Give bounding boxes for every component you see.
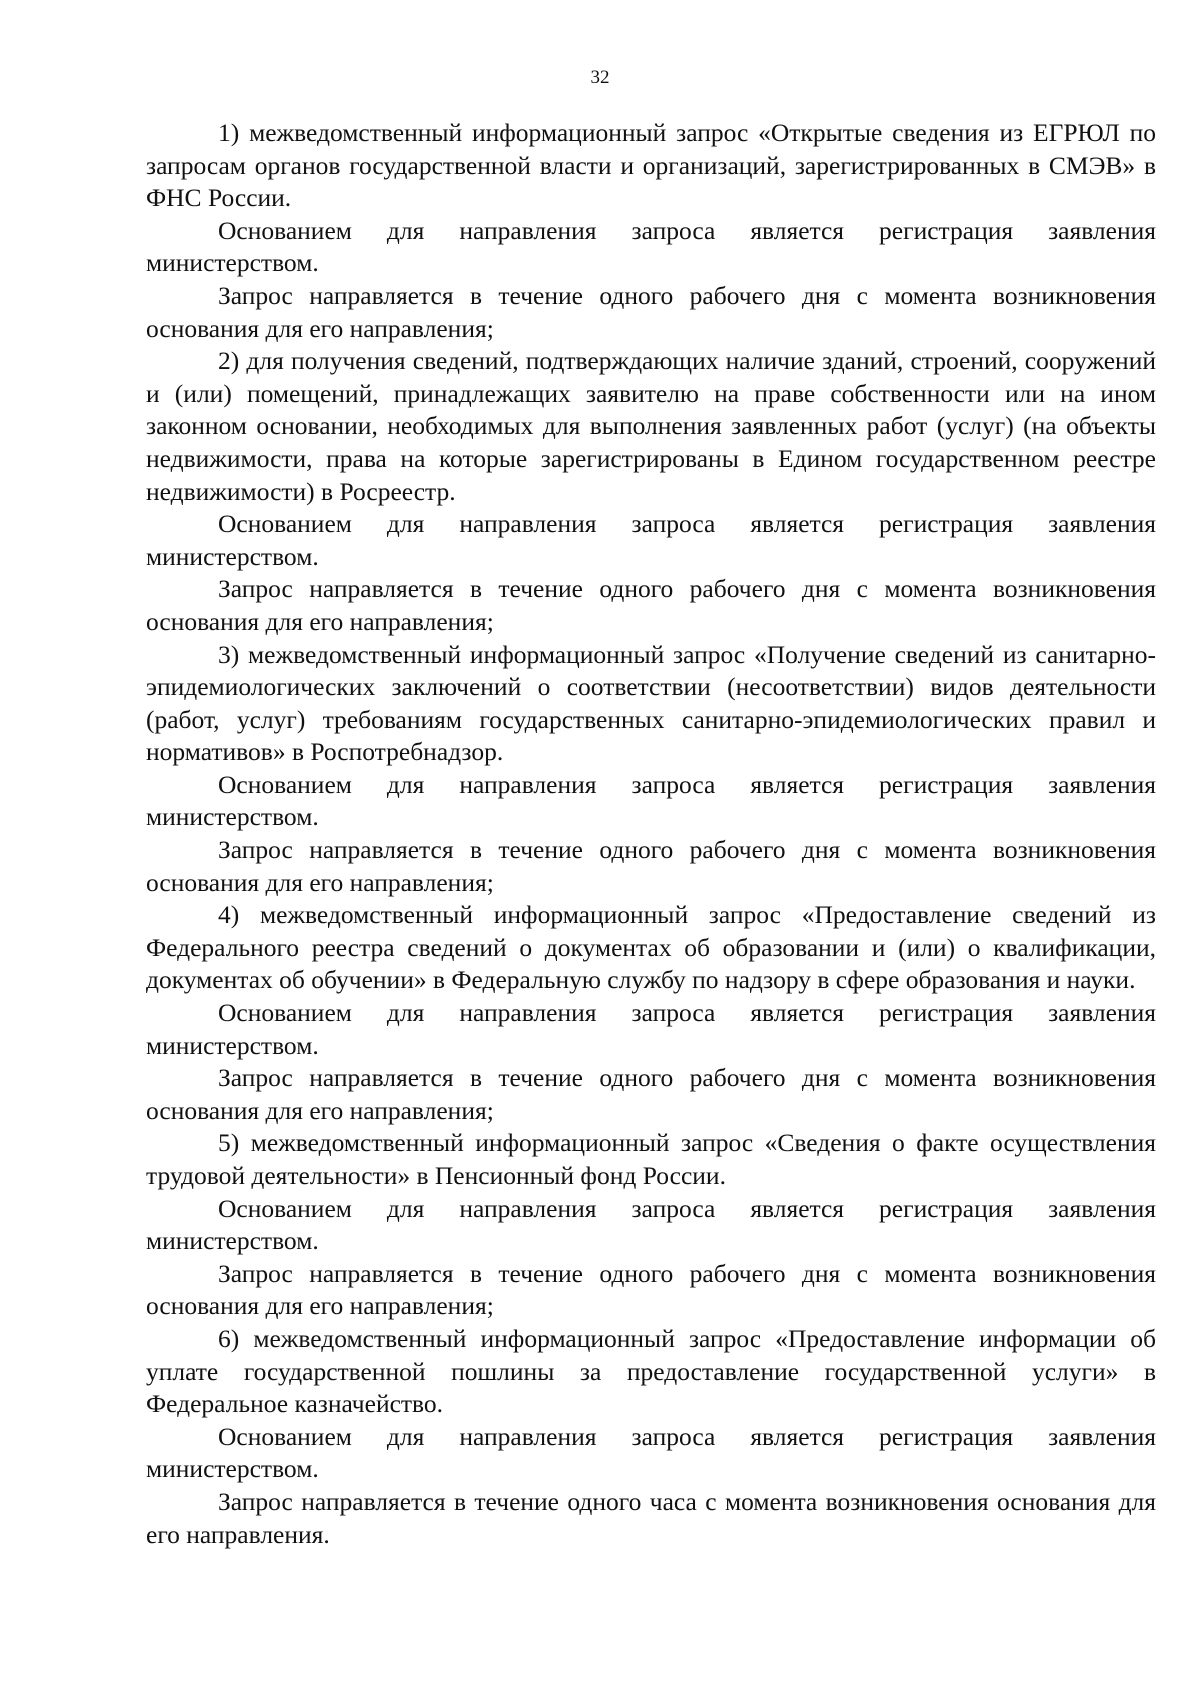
paragraph-basis: Основанием для направления запроса является регистрация заявления министерством. [146, 215, 1156, 278]
paragraph-deadline: Запрос направляется в течение одного часа с момента возникновения основания для его направления. [146, 1486, 1156, 1549]
paragraph-deadline: Запрос направляется в течение одного рабочего дня с момента возникновения основания для его направления; [146, 1258, 1156, 1321]
document-body [146, 117, 1156, 1551]
paragraph-basis: Основанием для направления запроса является регистрация заявления министерством. [146, 1421, 1156, 1484]
paragraph-item-3-request-rospotrebnadzor: 3) межведомственный информационный запрос «Получение сведений из санитарно-эпидемиологических заключений о соответствии (несоответствии) видов деятельности (работ, услуг) требованиям государственных санитарно-эпидемиологических правил и нормативов» в Роспотребнадзор. [146, 639, 1156, 767]
page-number: 32 [590, 67, 610, 88]
paragraph-basis: Основанием для направления запроса является регистрация заявления министерством. [146, 509, 1156, 571]
paragraph-item-4-request-education-registry: 4) межведомственный информационный запрос «Предоставление сведений из Федерального реестра сведений о документах об образовании и (или) о квалификации, документах об обучении» в Федеральную службу по надзору в сфере образования и науки. [146, 900, 1156, 995]
paragraph-item-2-request-rosreestr: 2) для получения сведений, подтверждающих наличие зданий, строений, сооружений и (или) помещений, принадлежащих заявителю на праве собственности или на ином законном основании, необходимых для выполнения заявленных работ (услуг) (на объекты недвижимости, права на которые зарегистрированы в Едином государственном реестре недвижимости) в Росреестр. [146, 346, 1156, 506]
paragraph-item-6-request-treasury: 6) межведомственный информационный запрос «Предоставление информации об уплате государственной пошлины за предоставление государственной услуги» в Федеральное казначейство. [146, 1323, 1156, 1419]
paragraph-deadline: Запрос направляется в течение одного рабочего дня с момента возникновения основания для его направления; [146, 1063, 1156, 1125]
paragraph-basis: Основанием для направления запроса является регистрация заявления министерством. [146, 998, 1156, 1060]
paragraph-item-1-request-egrul: 1) межведомственный информационный запрос «Открытые сведения из ЕГРЮЛ по запросам органов государственной власти и организаций, зарегистрированных в СМЭВ» в ФНС России. [146, 118, 1156, 213]
paragraph-item-5-request-pension-fund: 5) межведомственный информационный запрос «Сведения о факте осуществления трудовой деятельности» в Пенсионный фонд России. [146, 1128, 1156, 1190]
paragraph-basis: Основанием для направления запроса является регистрация заявления министерством. [146, 769, 1156, 832]
paragraph-deadline: Запрос направляется в течение одного рабочего дня с момента возникновения основания для его направления; [146, 835, 1156, 897]
paragraph-basis: Основанием для направления запроса является регистрация заявления министерством. [146, 1193, 1156, 1256]
paragraph-deadline: Запрос направляется в течение одного рабочего дня с момента возникновения основания для его направления; [146, 280, 1156, 343]
paragraph-deadline: Запрос направляется в течение одного рабочего дня с момента возникновения основания для его направления; [146, 574, 1156, 636]
